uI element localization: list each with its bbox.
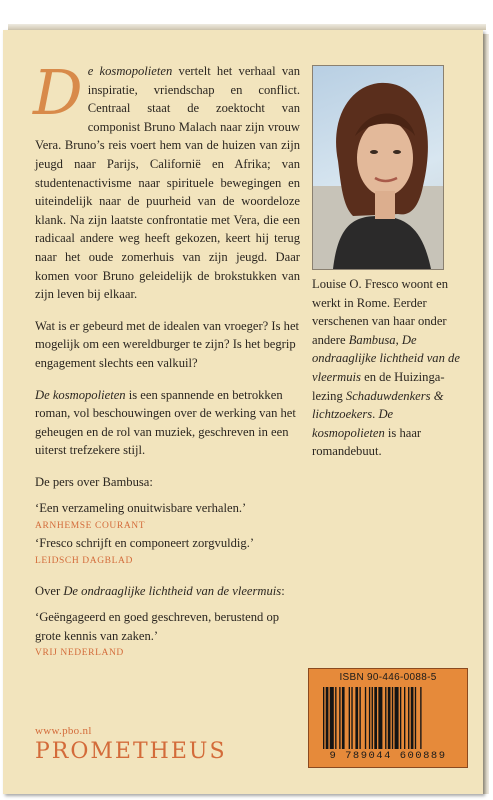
publisher-website[interactable]: www.pbo.nl bbox=[35, 725, 92, 737]
press-source: ARNHEMSE COURANT bbox=[35, 521, 146, 532]
barcode-box bbox=[308, 668, 468, 768]
author-bio-text bbox=[312, 275, 462, 461]
text: is haar romandebuut. bbox=[312, 425, 422, 459]
isbn-label: ISBN 90-446-0088-5 bbox=[339, 672, 437, 683]
publisher-logo: PROMETHEUS bbox=[35, 739, 227, 764]
book-title: De kosmopolieten bbox=[312, 407, 394, 440]
text: , bbox=[395, 332, 402, 347]
publisher-footer bbox=[35, 725, 227, 764]
press-intro-vleermuis bbox=[35, 582, 300, 601]
blurb-text: vertelt het verhaal van inspiratie, vriendschap en conflict. Centraal staat de zoektocht van componist Bruno Malach naar zijn vrouw Vera. Bruno’s reis voert hem van de huizen van zijn jeugd naar Parijs, Californië en Afrika; van studentenactivisme naar spirituele bewegingen en uiteindelijk naar de puurheid van de woordeloze klank. Na zijn laatste confrontatie met Vera, die een radicaal andere weg heeft gekozen, keert hij terug naar het oude zomerhuis van zijn jeugd. Daar komen voor Bruno geleidelijk de brokstukken van zijn leven bij elkaar. bbox=[35, 64, 301, 302]
press-quote: ‘Een verzameling onuitwisbare verhalen.’ bbox=[35, 501, 247, 516]
text: : bbox=[281, 583, 285, 598]
book-title: Bambusa bbox=[348, 332, 396, 347]
barcode-icon bbox=[323, 687, 461, 749]
text: . bbox=[372, 407, 379, 422]
press-source: VRIJ NEDERLAND bbox=[35, 648, 124, 659]
text: Louise O. Fresco woont en werkt in Rome. Eerder verschenen van haar onder andere bbox=[312, 277, 449, 347]
text: en de Huizinga-lezing bbox=[312, 369, 445, 403]
blurb-column bbox=[33, 56, 301, 661]
blurb-paragraph-2: Wat is er gebeurd met de idealen van vroeger? Is het mogelijk om een wereldburger te zijn? Is het begrip engagement slechts een valkuil? bbox=[35, 318, 300, 370]
press-intro-bambusa: De pers over Bambusa: bbox=[35, 474, 153, 489]
press-quote: ‘Fresco schrijft en componeert zorgvuldig.’ bbox=[35, 536, 255, 551]
book-title: De kosmopolieten bbox=[35, 387, 126, 402]
blurb-text: is een spannende en betrokken roman, vol beschouwingen over de werking van het geheugen en de rol van muziek, geschreven in een uiterst trefzekere stijl. bbox=[35, 387, 296, 458]
blurb-paragraph-1 bbox=[33, 56, 301, 304]
press-source: LEIDSCH DAGBLAD bbox=[35, 555, 133, 566]
author-portrait-illustration bbox=[313, 66, 443, 269]
author-photo bbox=[312, 65, 444, 270]
book-title: Schaduwdenkers & lichtzoekers bbox=[312, 388, 444, 422]
text: Over bbox=[35, 583, 64, 598]
book-title: De ondraaglijke lichtheid van de vleermuis bbox=[63, 583, 282, 598]
book-title: De ondraaglijke lichtheid van de vleermuis bbox=[312, 332, 460, 384]
dropcap: D bbox=[33, 56, 83, 129]
press-quote: ‘Geëngageerd en goed geschreven, berustend op grote kennis van zaken.’ bbox=[35, 610, 280, 643]
book-page-edge bbox=[483, 34, 489, 794]
ean-number: 9 789044 600889 bbox=[329, 750, 447, 762]
book-title: e kosmopolieten bbox=[87, 64, 173, 78]
author-bio bbox=[312, 275, 462, 461]
blurb-paragraph-3 bbox=[35, 386, 300, 460]
